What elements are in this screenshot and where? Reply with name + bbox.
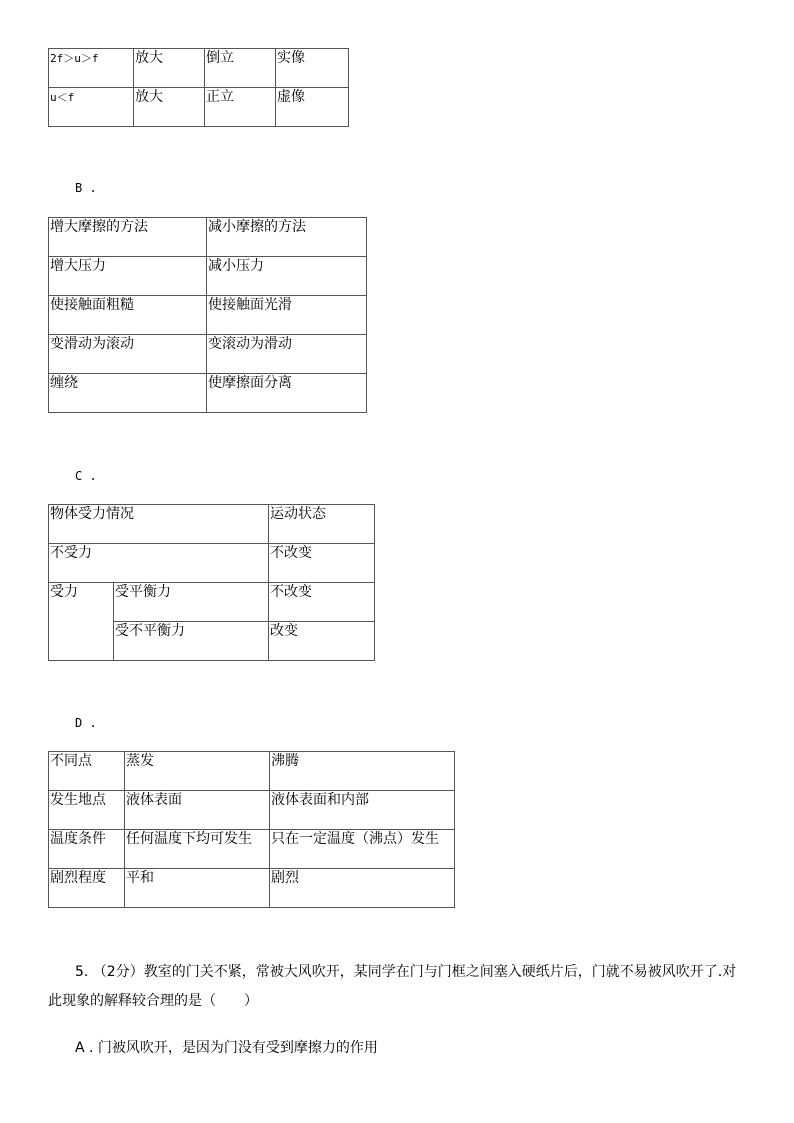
table-row: [49, 88, 349, 127]
table-cell: 不改变: [269, 544, 375, 583]
table-cell: 液体表面: [125, 791, 270, 830]
table-cell: 变滑动为滚动: [49, 335, 207, 374]
table-cell: 改变: [269, 622, 375, 661]
table-cell: 只在一定温度（沸点）发生: [270, 830, 455, 869]
table-cell: 减小压力: [207, 257, 367, 296]
table-row: [49, 218, 367, 257]
option-b-label[interactable]: B .: [75, 181, 97, 195]
table-cell: 不改变: [269, 583, 375, 622]
table-row: [49, 257, 367, 296]
table-cell: 任何温度下均可发生: [125, 830, 270, 869]
table-cell: 不受力: [49, 544, 269, 583]
table-cell: 正立: [205, 88, 276, 127]
table-cell: 运动状态: [269, 505, 375, 544]
table-cell: 减小摩擦的方法: [207, 218, 367, 257]
table-cell: u＜f: [49, 88, 134, 127]
table-row: [49, 752, 455, 791]
table-cell: 增大摩擦的方法: [49, 218, 207, 257]
table-cell: 使接触面粗糙: [49, 296, 207, 335]
table-row: [49, 49, 349, 88]
question-5-text-line1: 5. （2分）教室的门关不紧，常被大风吹开，某同学在门与门框之间塞入硬纸片后，门就不易被风吹开了.对: [75, 964, 737, 980]
table-cell: 实像: [276, 49, 349, 88]
table-cell: 受平衡力: [114, 583, 269, 622]
table-cell: 缠绕: [49, 374, 207, 413]
table-cell: 受不平衡力: [114, 622, 269, 661]
table-cell: 剧烈程度: [49, 869, 125, 908]
table-cell: 发生地点: [49, 791, 125, 830]
table-cell: 受力: [49, 583, 114, 661]
option-d-label[interactable]: D .: [75, 716, 97, 730]
table-cell: 2f＞u＞f: [49, 49, 134, 88]
table-cell: 倒立: [205, 49, 276, 88]
table-row: [49, 830, 455, 869]
option-c-label[interactable]: C .: [75, 469, 97, 483]
table-cell: 温度条件: [49, 830, 125, 869]
question-5-text-line2: 此现象的解释较合理的是（ ）: [48, 993, 258, 1009]
table-row: [49, 505, 375, 544]
table-cell: 变滚动为滑动: [207, 335, 367, 374]
table-cell: 虚像: [276, 88, 349, 127]
table-row: [49, 869, 455, 908]
table-cell: 放大: [134, 88, 205, 127]
table-cell: 使接触面光滑: [207, 296, 367, 335]
table-cell: 蒸发: [125, 752, 270, 791]
table-row: [49, 296, 367, 335]
table-cell: 放大: [134, 49, 205, 88]
lens-imaging-table: [48, 48, 349, 127]
table-cell: 不同点: [49, 752, 125, 791]
table-cell: 增大压力: [49, 257, 207, 296]
evaporation-boiling-table: [48, 751, 455, 908]
table-cell: 平和: [125, 869, 270, 908]
force-motion-table: [48, 504, 375, 661]
table-cell: 使摩擦面分离: [207, 374, 367, 413]
table-row: [49, 544, 375, 583]
table-row: [49, 583, 375, 622]
table-cell: 物体受力情况: [49, 505, 269, 544]
friction-methods-table: [48, 217, 367, 413]
question-5-option-a[interactable]: A . 门被风吹开，是因为门没有受到摩擦力的作用: [75, 1040, 378, 1056]
table-cell: 沸腾: [270, 752, 455, 791]
table-row: [49, 791, 455, 830]
table-row: [49, 374, 367, 413]
table-cell: 液体表面和内部: [270, 791, 455, 830]
table-cell: 剧烈: [270, 869, 455, 908]
table-row: [49, 335, 367, 374]
